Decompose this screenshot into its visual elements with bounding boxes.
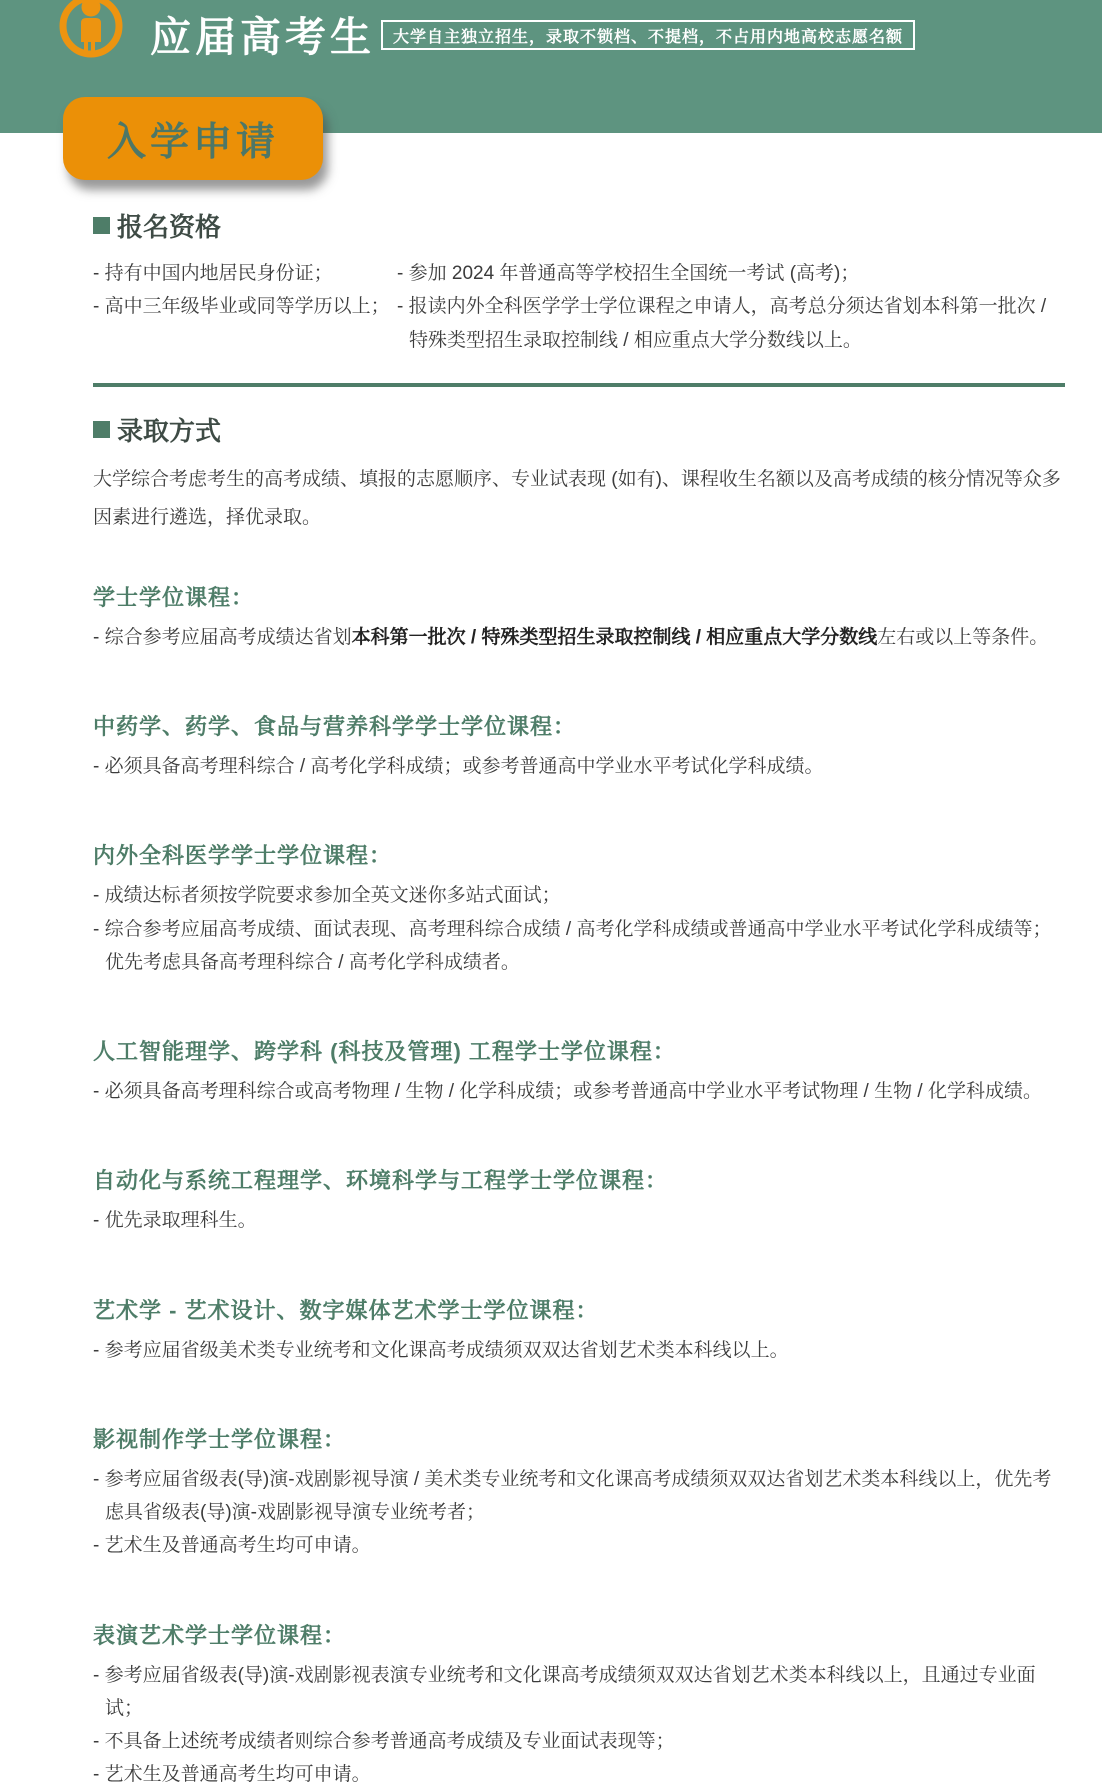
- program-heading: 影视制作学士学位课程：: [93, 1426, 347, 1452]
- bullet-item: - 参加 2024 年普通高等学校招生全国统一考试 (高考)；: [397, 263, 860, 284]
- eligibility-section: [93, 207, 1068, 357]
- program-heading: 人工智能理学、跨学科 (科技及管理) 工程学士学位课程：: [93, 1039, 676, 1064]
- program-heading: 表演艺术学士学位课程：: [93, 1622, 347, 1648]
- content: [93, 207, 1068, 1792]
- program-heading: 艺术学 - 艺术设计、数字媒体艺术学士学位课程：: [93, 1297, 599, 1323]
- program-heading: 内外全科医学学士学位课程：: [93, 843, 393, 869]
- bachelor-program-block: [93, 581, 1068, 654]
- bullet-item: - 高中三年级毕业或同等学历以上；: [93, 296, 390, 318]
- program-bullet: - 必须具备高考理科综合或高考物理 / 生物 / 化学科成绩；或参考普通高中学业水平考试物理 / 生物 / 化学科成绩。: [93, 1081, 1042, 1102]
- program-bullet: - 综合参考应届高考成绩、面试表现、高考理科综合成绩 / 高考化学科成绩或普通高中学业水平考试化学科成绩等；优先考虑具备高考理科综合 / 高考化学科成绩者。: [93, 918, 1052, 973]
- tagline-text: 大学自主独立招生，录取不锁档、不提档，不占用内地高校志愿名额: [393, 28, 904, 46]
- eligibility-columns: [93, 257, 1068, 357]
- person-in-circle-icon: [56, 0, 126, 64]
- program-bullet: - 必须具备高考理科综合 / 高考化学科成绩；或参考普通高中学业水平考试化学科成绩。: [93, 756, 824, 777]
- square-bullet-icon: [93, 217, 110, 234]
- eligibility-left-column: [93, 257, 397, 357]
- bullet-item: - 持有中国内地居民身份证；: [93, 263, 333, 284]
- bullet-item: - 报读内外全科医学学士学位课程之申请人，高考总分须达省划本科第一批次 / 特殊类型招生录取控制线 / 相应重点大学分数线以上。: [397, 296, 1047, 351]
- eligibility-right-column: [397, 257, 1068, 357]
- program-block: [93, 1035, 1068, 1108]
- program-bullet: - 参考应届省级美术类专业统考和文化课高考成绩须双双达省划艺术类本科线以上。: [93, 1339, 789, 1361]
- program-heading: 中药学、药学、食品与营养科学学士学位课程：: [93, 714, 577, 739]
- program-block: [93, 1619, 1068, 1792]
- page-title: 应届高考生: [150, 14, 375, 60]
- bullet-text-bold: 本科第一批次 / 特殊类型招生录取控制线 / 相应重点大学分数线: [351, 626, 878, 648]
- eligibility-heading: [93, 207, 1068, 244]
- program-block: [93, 710, 1068, 783]
- admission-intro: 大学综合考虑考生的高考成绩、填报的志愿顺序、专业试表现 (如有)、课程收生名额以及高考成绩的核分情况等众多因素进行遴选，择优录取。: [93, 468, 1061, 528]
- eligibility-heading-label: 报名资格: [117, 212, 222, 242]
- program-bullet: - 参考应届省级表(导)演-戏剧影视导演 / 美术类专业统考和文化课高考成绩须双双达省划艺术类本科线以上，优先考虑具省级表(导)演-戏剧影视导演专业统考者；: [93, 1468, 1052, 1523]
- square-bullet-icon: [93, 421, 110, 438]
- bullet-text-pre: - 综合参考应届高考成绩达省划: [93, 626, 352, 648]
- program-block: [93, 839, 1068, 979]
- section-divider: [93, 383, 1065, 387]
- program-block: [93, 1423, 1068, 1563]
- program-bullet: - 成绩达标者须按学院要求参加全英文迷你多站式面试；: [93, 885, 561, 907]
- admission-section: [93, 411, 1068, 1792]
- programs-list: [93, 710, 1068, 1792]
- bullet-text-post: 左右或以上等条件。: [877, 626, 1049, 648]
- program-bullet: - 艺术生及普通高考生均可申请。: [93, 1764, 371, 1786]
- tagline-box: [381, 20, 915, 50]
- program-bullet: - 优先录取理科生。: [93, 1210, 257, 1232]
- enrollment-application-tab[interactable]: 入学申请: [63, 97, 323, 180]
- program-bullet: - 不具备上述统考成绩者则综合参考普通高考成绩及专业面试表现等；: [93, 1731, 675, 1752]
- admission-heading-label: 录取方式: [117, 415, 222, 446]
- program-heading: 自动化与系统工程理学、环境科学与工程学士学位课程：: [93, 1168, 669, 1194]
- program-block: [93, 1164, 1068, 1237]
- program-block: [93, 1294, 1068, 1367]
- program-heading: 学士学位课程：: [93, 584, 255, 610]
- program-bullet: - 艺术生及普通高考生均可申请。: [93, 1535, 371, 1557]
- admission-heading: [93, 411, 1068, 448]
- program-bullet: [93, 621, 1068, 654]
- program-bullet: - 参考应届省级表(导)演-戏剧影视表演专业统考和文化课高考成绩须双双达省划艺术类本科线以上，且通过专业面试；: [93, 1664, 1036, 1719]
